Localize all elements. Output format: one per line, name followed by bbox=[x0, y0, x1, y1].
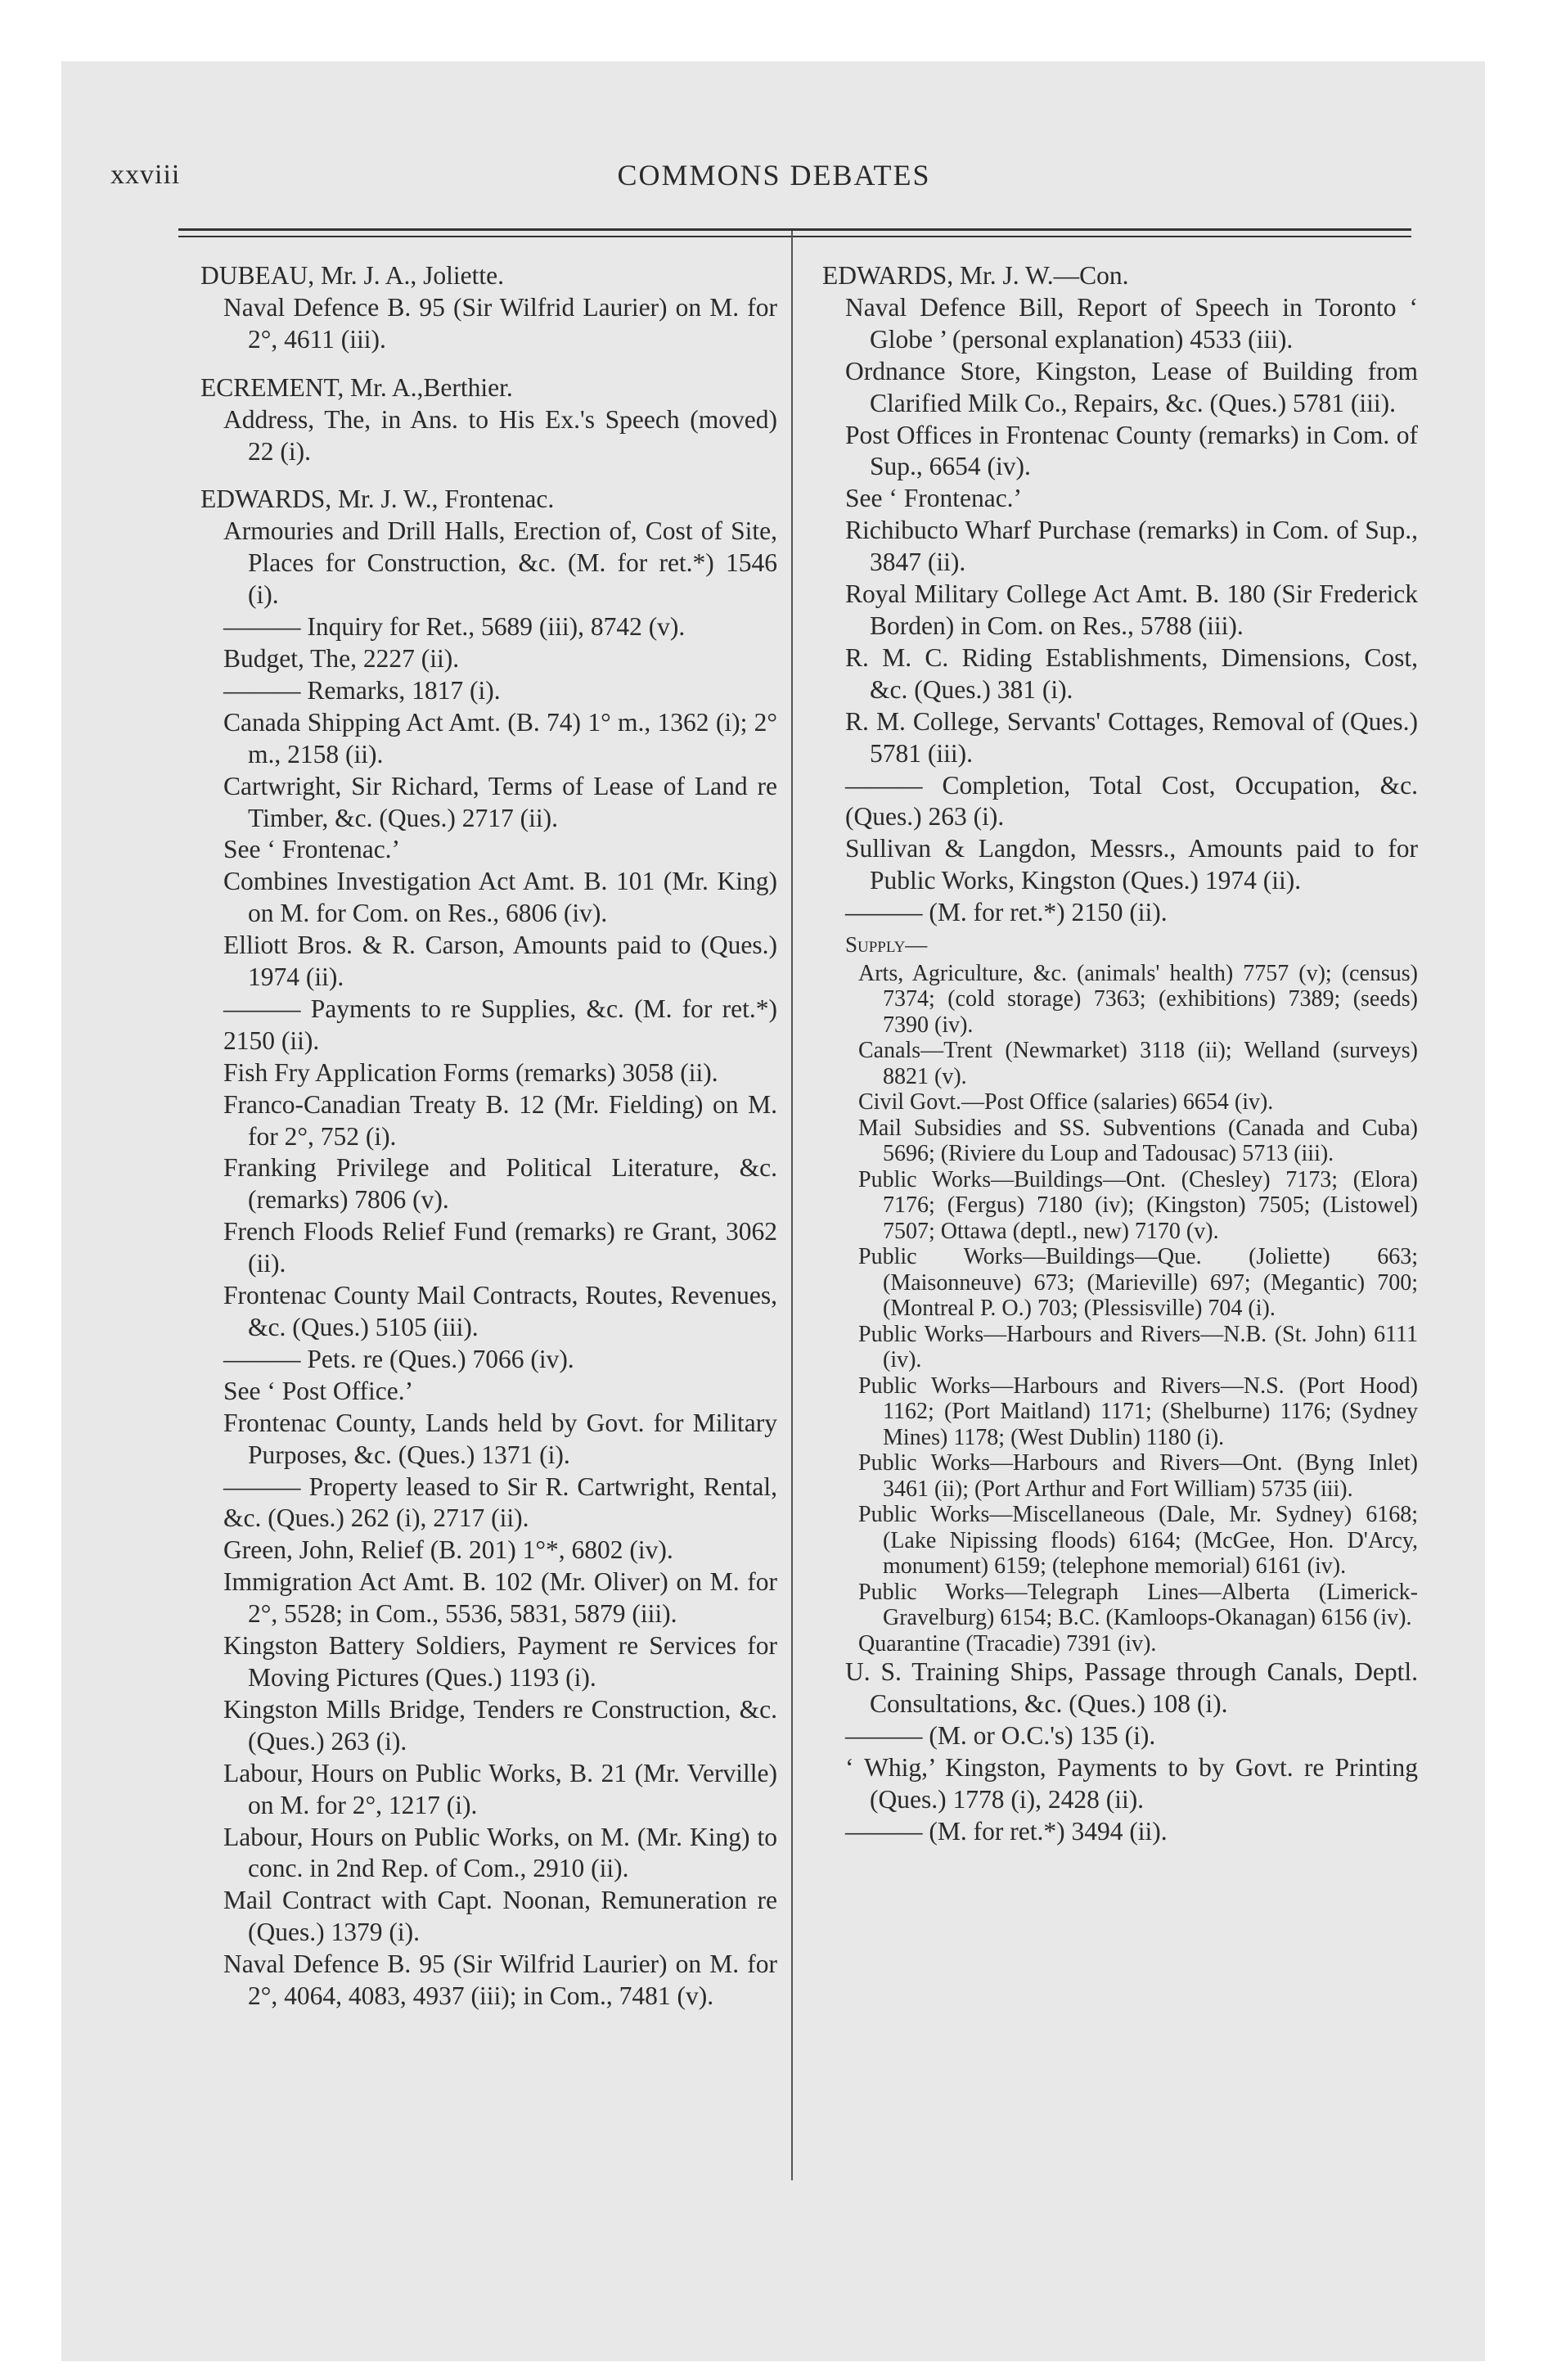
index-entry: Cartwright, Sir Richard, Terms of Lease of Land re Timber, &c. (Ques.) 2717 (ii). bbox=[223, 771, 777, 832]
index-entry: Elliott Bros. & R. Carson, Amounts paid to (Ques.) 1974 (ii). bbox=[223, 931, 777, 992]
page-title: COMMONS DEBATES bbox=[617, 159, 931, 192]
index-entry: Budget, The, 2227 (ii). bbox=[223, 643, 460, 673]
index-entry: ——— Payments to re Supplies, &c. (M. for ret.*) 2150 (ii). bbox=[223, 994, 777, 1055]
index-entry: Canada Shipping Act Amt. (B. 74) 1° m., 1362 (i); 2° m., 2158 (ii). bbox=[223, 707, 777, 769]
index-heading: DUBEAU, Mr. J. A., Joliette. bbox=[200, 261, 505, 290]
index-entry: Public Works—Miscellaneous (Dale, Mr. Sydney) 6168; (Lake Nipissing floods) 6164; (McGee, Hon. D'Arcy, monument) 6159; (telephone memorial) 6161 (iv). bbox=[858, 1502, 1418, 1580]
index-entry: R. M. College, Servants' Cottages, Removal of (Ques.) 5781 (iii). bbox=[845, 706, 1418, 768]
index-entry: Frontenac County Mail Contracts, Routes, Revenues, &c. (Ques.) 5105 (iii). bbox=[223, 1281, 777, 1341]
index-entry: ——— (M. or O.C.'s) 135 (i). bbox=[845, 1721, 1156, 1751]
index-entry: Canals—Trent (Newmarket) 3118 (ii); Welland (surveys) 8821 (v). bbox=[858, 1038, 1418, 1089]
index-entry: ——— Inquiry for Ret., 5689 (iii), 8742 (v). bbox=[223, 612, 686, 642]
index-entry: Labour, Hours on Public Works, B. 21 (Mr. Verville) on M. for 2°, 1217 (i). bbox=[223, 1758, 777, 1819]
index-entry: Public Works—Harbours and Rivers—N.S. (Port Hood) 1162; (Port Maitland) 1171; (Shelburne) 1176; (Sydney Mines) 1178; (West Dublin) 1180 (i). bbox=[858, 1373, 1418, 1450]
index-entry: Immigration Act Amt. B. 102 (Mr. Oliver) on M. for 2°, 5528; in Com., 5536, 5831, 5879 (iii). bbox=[223, 1567, 777, 1629]
index-entry: ——— Property leased to Sir R. Cartwright, Rental, &c. (Ques.) 262 (i), 2717 (ii). bbox=[223, 1472, 777, 1533]
index-heading: EDWARDS, Mr. J. W., Frontenac. bbox=[200, 485, 555, 514]
index-entry: Public Works—Harbours and Rivers—N.B. (St. John) 6111 (iv). bbox=[858, 1321, 1418, 1373]
index-entry: R. M. C. Riding Establishments, Dimensions, Cost, &c. (Ques.) 381 (i). bbox=[845, 642, 1418, 704]
index-entry: Public Works—Buildings—Que. (Joliette) 663; (Maisonneuve) 673; (Marieville) 697; (Megantic) 700; (Montreal P. O.) 703; (Plessisville) 704 (i). bbox=[858, 1244, 1418, 1322]
index-entry: Arts, Agriculture, &c. (animals' health) 7757 (v); (census) 7374; (cold storage) 7363; (exhibitions) 7389; (seeds) 7390 (iv). bbox=[858, 960, 1418, 1038]
index-entry: Royal Military College Act Amt. B. 180 (Sir Frederick Borden) in Com. on Res., 5788 (iii). bbox=[845, 579, 1418, 640]
index-entry: Ordnance Store, Kingston, Lease of Building from Clarified Milk Co., Repairs, &c. (Ques.) 5781 (iii). bbox=[845, 356, 1418, 417]
index-entry: ——— (M. for ret.*) 3494 (ii). bbox=[845, 1816, 1168, 1846]
index-entry: Armouries and Drill Halls, Erection of, Cost of Site, Places for Construction, &c. (M. for ret.*) 1546 (i). bbox=[223, 516, 777, 610]
left-column bbox=[200, 260, 777, 2013]
index-entry: Labour, Hours on Public Works, on M. (Mr. King) to conc. in 2nd Rep. of Com., 2910 (ii). bbox=[223, 1822, 777, 1883]
index-entry: Green, John, Relief (B. 201) 1°*, 6802 (iv). bbox=[223, 1535, 673, 1565]
index-entry: Franking Privilege and Political Literature, &c. (remarks) 7806 (v). bbox=[223, 1153, 777, 1215]
index-heading: EDWARDS, Mr. J. W.—Con. bbox=[822, 261, 1129, 290]
index-entry: ——— (M. for ret.*) 2150 (ii). bbox=[845, 898, 1168, 927]
index-entry: Mail Subsidies and SS. Subventions (Canada and Cuba) 5696; (Riviere du Loup and Tadousac) 5713 (iii). bbox=[858, 1115, 1418, 1167]
header-rule-top bbox=[178, 228, 1411, 231]
index-entry: Naval Defence B. 95 (Sir Wilfrid Laurier) on M. for 2°, 4611 (iii). bbox=[223, 292, 777, 354]
index-entry: ——— Remarks, 1817 (i). bbox=[223, 675, 501, 705]
index-entry: Mail Contract with Capt. Noonan, Remuneration re (Ques.) 1379 (i). bbox=[223, 1886, 777, 1947]
index-entry: Supply— bbox=[845, 932, 928, 958]
index-entry: See ‘ Frontenac.’ bbox=[845, 484, 1023, 513]
right-column bbox=[822, 260, 1418, 1848]
index-entry: Frontenac County, Lands held by Govt. for Military Purposes, &c. (Ques.) 1371 (i). bbox=[223, 1408, 777, 1469]
index-entry: ‘ Whig,’ Kingston, Payments to by Govt. re Printing (Ques.) 1778 (i), 2428 (ii). bbox=[845, 1753, 1418, 1814]
index-entry: Kingston Battery Soldiers, Payment re Services for Moving Pictures (Ques.) 1193 (i). bbox=[223, 1631, 777, 1692]
index-entry: Public Works—Telegraph Lines—Alberta (Limerick-Gravelburg) 6154; B.C. (Kamloops-Okanagan) 6156 (iv). bbox=[858, 1579, 1418, 1631]
index-entry: Sullivan & Langdon, Messrs., Amounts paid to for Public Works, Kingston (Ques.) 1974 (ii). bbox=[845, 834, 1418, 895]
index-entry: Richibucto Wharf Purchase (remarks) in Com. of Sup., 3847 (ii). bbox=[845, 516, 1418, 577]
index-entry: Civil Govt.—Post Office (salaries) 6654 (iv). bbox=[858, 1089, 1274, 1116]
header-rule-bottom bbox=[178, 236, 1411, 237]
index-entry: Public Works—Harbours and Rivers—Ont. (Byng Inlet) 3461 (ii); (Port Arthur and Fort William) 5735 (iii). bbox=[858, 1450, 1418, 1502]
index-entry: ——— Pets. re (Ques.) 7066 (iv). bbox=[223, 1344, 574, 1373]
index-entry: Address, The, in Ans. to His Ex.'s Speech (moved) 22 (i). bbox=[223, 404, 777, 466]
index-entry: Post Offices in Frontenac County (remarks) in Com. of Sup., 6654 (iv). bbox=[845, 420, 1418, 481]
page-folio: xxviii bbox=[110, 160, 181, 190]
index-entry: Franco-Canadian Treaty B. 12 (Mr. Fielding) on M. for 2°, 752 (i). bbox=[223, 1089, 777, 1151]
index-heading: ECREMENT, Mr. A.,Berthier. bbox=[200, 372, 513, 402]
index-entry: See ‘ Frontenac.’ bbox=[223, 835, 401, 864]
column-divider bbox=[791, 231, 793, 2180]
index-entry: Fish Fry Application Forms (remarks) 3058 (ii). bbox=[223, 1057, 718, 1087]
index-entry: Public Works—Buildings—Ont. (Chesley) 7173; (Elora) 7176; (Fergus) 7180 (iv); (Kingston) 7505; (Listowel) 7507; Ottawa (deptl., new) 7170 (v). bbox=[858, 1166, 1418, 1244]
index-entry: Naval Defence B. 95 (Sir Wilfrid Laurier) on M. for 2°, 4064, 4083, 4937 (iii); in Com., 7481 (v). bbox=[223, 1950, 777, 2011]
index-entry: Quarantine (Tracadie) 7391 (iv). bbox=[858, 1630, 1157, 1657]
index-entry: ——— Completion, Total Cost, Occupation, &c. (Ques.) 263 (i). bbox=[845, 770, 1418, 832]
index-entry: Kingston Mills Bridge, Tenders re Construction, &c. (Ques.) 263 (i). bbox=[223, 1694, 777, 1756]
index-entry: Combines Investigation Act Amt. B. 101 (Mr. King) on M. for Com. on Res., 6806 (iv). bbox=[223, 867, 777, 928]
index-entry: Naval Defence Bill, Report of Speech in Toronto ‘ Globe ’ (personal explanation) 4533 (iii). bbox=[845, 292, 1418, 354]
index-entry: See ‘ Post Office.’ bbox=[223, 1376, 414, 1405]
index-entry: French Floods Relief Fund (remarks) re Grant, 3062 (ii). bbox=[223, 1217, 777, 1278]
index-entry: U. S. Training Ships, Passage through Canals, Deptl. Consultations, &c. (Ques.) 108 (i). bbox=[845, 1657, 1418, 1719]
